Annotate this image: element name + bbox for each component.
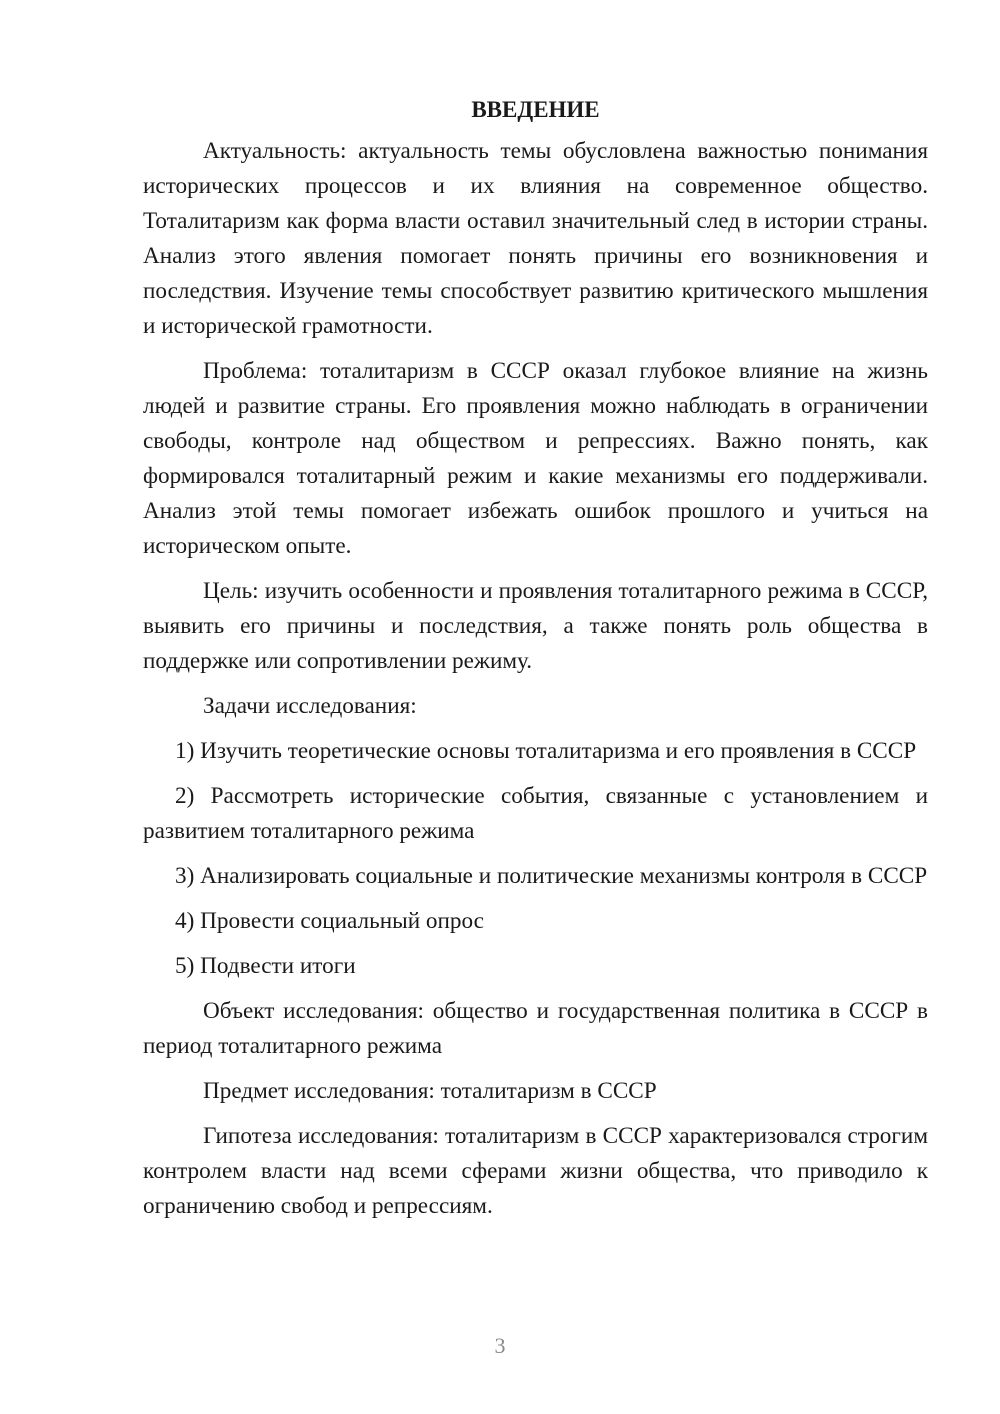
paragraph-relevance: Актуальность: актуальность темы обусловлена важностью понимания исторических процессов и их влияния на современное общество. Тоталитаризм как форма власти оставил значительный след в истории страны. Анализ этого явления помогает понять причины его возникновения и последствия. Изучение темы способствует развитию критического мышления и исторической грамотности. bbox=[143, 138, 928, 339]
document-page bbox=[143, 92, 928, 1234]
page-number: 3 bbox=[494, 1333, 506, 1358]
paragraph-object: Объект исследования: общество и государственная политика в СССР в период тоталитарного режима bbox=[143, 998, 928, 1059]
page-title: ВВЕДЕНИЕ bbox=[471, 97, 600, 122]
paragraph-goal: Цель: изучить особенности и проявления тоталитарного режима в СССР, выявить его причины и последствия, а также понять роль общества в поддержке или сопротивлении режиму. bbox=[143, 578, 928, 674]
paragraph-subject: Предмет исследования: тоталитаризм в СССР bbox=[203, 1078, 657, 1104]
task-item-2: 2) Рассмотреть исторические события, связанные с установлением и развитием тоталитарного режима bbox=[143, 783, 928, 844]
task-item-5: 5) Подвести итоги bbox=[175, 953, 356, 979]
task-item-1: 1) Изучить теоретические основы тоталитаризма и его проявления в СССР bbox=[175, 738, 917, 764]
task-item-4: 4) Провести социальный опрос bbox=[175, 908, 484, 934]
paragraph-problem: Проблема: тоталитаризм в СССР оказал глубокое влияние на жизнь людей и развитие страны. Его проявления можно наблюдать в ограничении свободы, контроле над обществом и репрессиях. Важно понять, как формировался тоталитарный режим и какие механизмы его поддерживали. Анализ этой темы помогает избежать ошибок прошлого и учиться на историческом опыте. bbox=[143, 358, 928, 559]
task-item-3: 3) Анализировать социальные и политические механизмы контроля в СССР bbox=[175, 863, 928, 889]
paragraph-hypothesis: Гипотеза исследования: тоталитаризм в СССР характеризовался строгим контролем власти над всеми сферами жизни общества, что приводило к ограничению свобод и репрессиям. bbox=[143, 1123, 928, 1219]
tasks-heading: Задачи исследования: bbox=[203, 693, 417, 719]
